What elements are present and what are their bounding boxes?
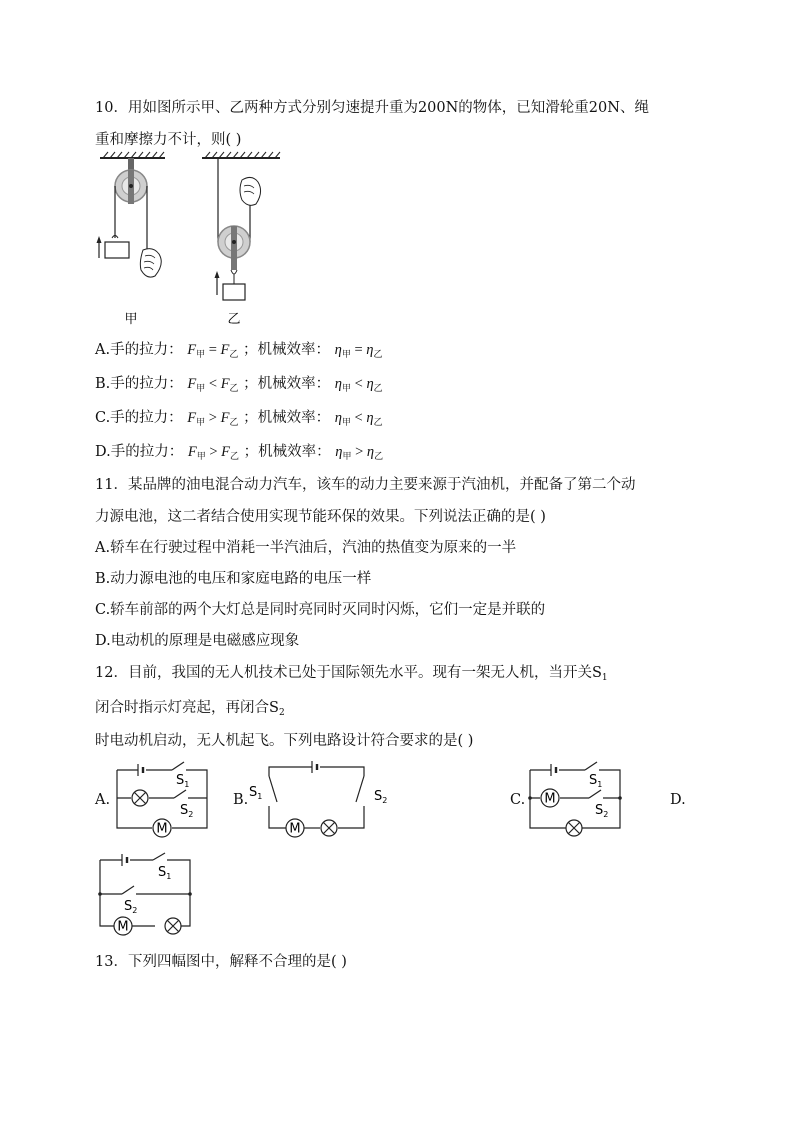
q12-circuit-d[interactable] xyxy=(98,852,198,937)
q10-stem-line2: 重和摩擦力不计，则( ) xyxy=(95,132,242,148)
q12-circuit-c[interactable] xyxy=(525,762,625,842)
option-prefix: D.手的拉力： xyxy=(95,444,184,460)
q12-stem-line2: 闭合时指示灯亮起，再闭合$S_2$ xyxy=(95,700,285,718)
option-prefix: C.手的拉力： xyxy=(95,410,183,426)
q12-option-c-label[interactable]: C. xyxy=(510,792,526,808)
q12-option-d-label[interactable]: D. xyxy=(670,792,686,808)
motor-label: M xyxy=(156,821,168,837)
svg-text:M: M xyxy=(544,791,556,807)
svg-text:S2: $S_2$ xyxy=(595,803,609,819)
q10-option-c[interactable]: C.手的拉力： $F_甲 > F_乙$ ；机械效率： $\eta_甲 < \eta_乙$ xyxy=(95,410,383,427)
svg-text:S1: $S_1$ xyxy=(589,773,603,789)
svg-text:S1: $S_1$ xyxy=(249,785,263,801)
svg-text:S1: $S_1$ xyxy=(158,865,172,881)
option-prefix: B.手的拉力： xyxy=(95,376,183,392)
q10-option-d[interactable]: D.手的拉力： $F_甲 > F_乙$ ；机械效率： $\eta_甲 > \eta_乙$ xyxy=(95,444,384,461)
svg-text:M: M xyxy=(289,821,301,837)
q11-option-c[interactable]: C.轿车前部的两个大灯总是同时亮同时灭同时闪烁，它们一定是并联的 xyxy=(95,602,546,618)
q13-stem-line1: 13．下列四幅图中，解释不合理的是( ) xyxy=(95,954,347,970)
q12-stem-line3: 时电动机启动，无人机起飞。下列电路设计符合要求的是( ) xyxy=(95,733,474,749)
q11-option-d[interactable]: D.电动机的原理是电磁感应现象 xyxy=(95,633,300,649)
q12-circuit-a[interactable] xyxy=(112,762,212,842)
q10-label-jia: 甲 xyxy=(124,312,138,327)
option-mid: ；机械效率： xyxy=(243,444,331,460)
q10-option-a[interactable]: A.手的拉力： $F_甲 = F_乙$ ；机械效率： $\eta_甲 = \eta_乙$ xyxy=(95,342,383,359)
q12-circuit-b[interactable] xyxy=(246,762,386,842)
q10-figure-yi xyxy=(198,150,283,330)
q11-stem-line2: 力源电池，这二者结合使用实现节能环保的效果。下列说法正确的是( ) xyxy=(95,509,546,525)
q12-option-b-label[interactable]: B. xyxy=(233,792,249,808)
svg-text:M: M xyxy=(117,919,129,935)
q10-label-yi: 乙 xyxy=(227,312,241,327)
q10-option-b[interactable]: B.手的拉力： $F_甲 < F_乙$ ；机械效率： $\eta_甲 < \eta_乙$ xyxy=(95,376,383,393)
option-prefix: A.手的拉力： xyxy=(95,342,183,358)
svg-text:S2: $S_2$ xyxy=(180,803,194,819)
q10-figure-jia xyxy=(95,150,175,330)
q11-stem-line1: 11．某品牌的油电混合动力汽车，该车的动力主要来源于汽油机，并配备了第二个动 xyxy=(95,477,636,493)
svg-text:S2: $S_2$ xyxy=(124,899,138,915)
option-mid: ；机械效率： xyxy=(243,410,331,426)
q12-stem-line1: 12．目前，我国的无人机技术已处于国际领先水平。现有一架无人机，当开关$S_1$ xyxy=(95,665,608,683)
q12-option-a-label[interactable]: A. xyxy=(95,792,111,808)
q11-option-b[interactable]: B.动力源电池的电压和家庭电路的电压一样 xyxy=(95,571,372,587)
option-mid: ；机械效率： xyxy=(243,342,330,358)
svg-text:S2: $S_2$ xyxy=(374,789,388,805)
option-mid: ；机械效率： xyxy=(243,376,331,392)
svg-text:S1: $S_1$ xyxy=(176,773,190,789)
q11-option-a[interactable]: A.轿车在行驶过程中消耗一半汽油后，汽油的热值变为原来的一半 xyxy=(95,540,517,556)
q10-stem-line1: 10．用如图所示甲、乙两种方式分别匀速提升重为200N的物体，已知滑轮重20N、绳 xyxy=(95,100,649,116)
